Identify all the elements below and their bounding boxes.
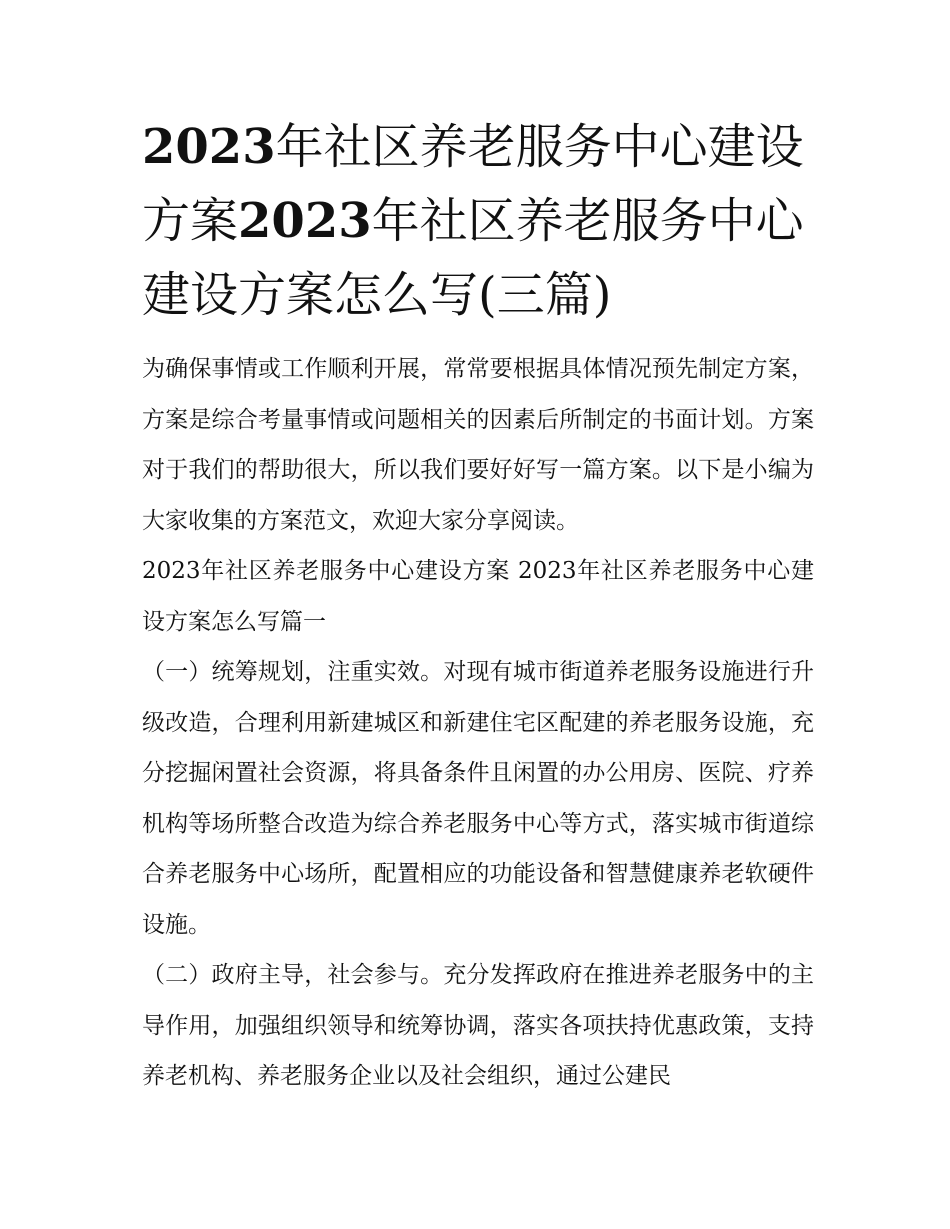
title-year-1: 2023	[142, 119, 276, 175]
body-paragraph-2: （二）政府主导，社会参与。充分发挥政府在推进养老服务中的主导作用，加强组织领导和统筹协调，落实各项扶持优惠政策，支持养老机构、养老服务企业以及社会组织，通过公建民	[142, 962, 814, 1089]
body-paragraph-1: （一）统筹规划，注重实效。对现有城市街道养老服务设施进行升级改造，合理利用新建城区和新建住宅区配建的养老服务设施，充分挖掘闲置社会资源，将具备条件且闲置的办公用房、医院、疗养机构等场所整合改造为综合养老服务中心等方式，落实城市街道综合养老服务中心场所，配置相应的功能设备和智慧健康养老软硬件设施。	[142, 659, 814, 938]
title-text-1: 年社区养老服务中心建设方案	[142, 119, 804, 249]
document-title	[142, 110, 814, 332]
document-page	[142, 110, 814, 1102]
intro-paragraph: 为确保事情或工作顺利开展，常常要根据具体情况预先制定方案，方案是综合考量事情或问题相关的因素后所制定的书面计划。方案对于我们的帮助很大，所以我们要好好写一篇方案。以下是小编为大家收集的方案范文，欢迎大家分享阅读。	[142, 356, 814, 534]
title-year-2: 2023	[238, 193, 372, 249]
section-heading: 2023年社区养老服务中心建设方案 2023年社区养老服务中心建设方案怎么写篇一	[142, 558, 814, 635]
title-text-2: 年社区养老服务中心建设方案怎么写(三篇)	[142, 193, 804, 323]
